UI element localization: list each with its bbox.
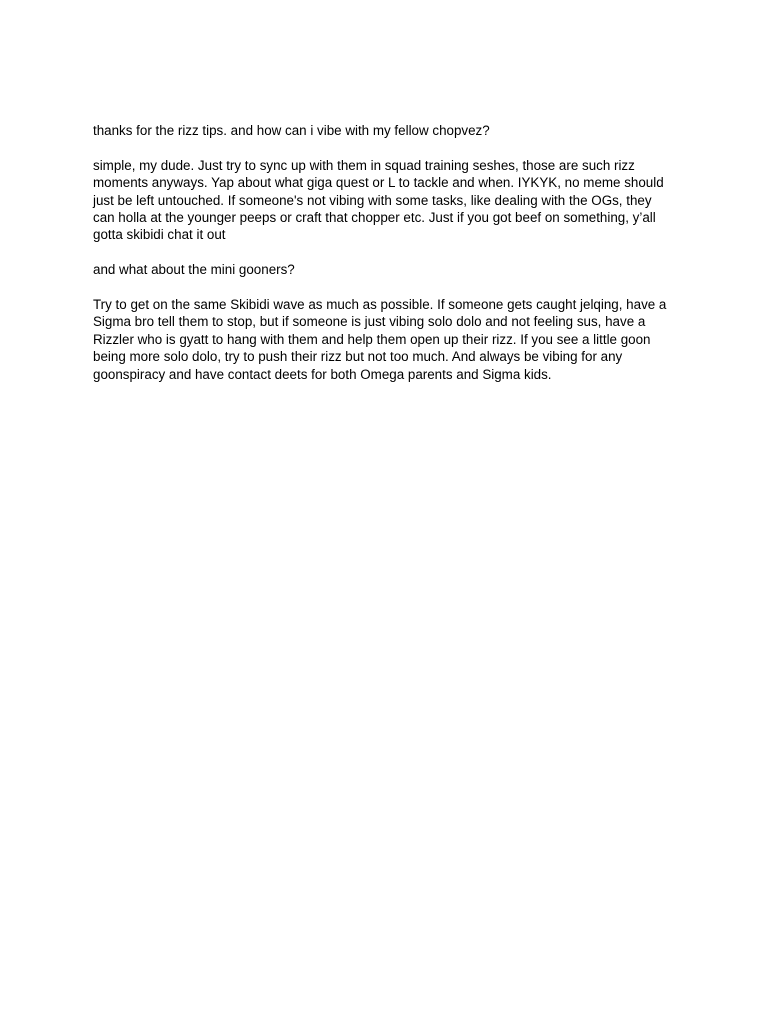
answer-paragraph-1: simple, my dude. Just try to sync up with them in squad training seshes, those are such rizz moments anyways. Yap about what giga quest or L to tackle and when. IYKYK, no meme should just be left untouched. If someone's not vibing with some tasks, like dealing with the OGs, they can holla at the younger peeps or craft that chopper etc. Just if you got beef on something, y’all gotta skibidi chat it out xyxy=(93,157,664,243)
question-paragraph-1: thanks for the rizz tips. and how can i vibe with my fellow chopvez? xyxy=(93,123,490,138)
question-paragraph-2: and what about the mini gooners? xyxy=(93,262,295,278)
document-body xyxy=(93,122,673,400)
answer-paragraph-2: Try to get on the same Skibidi wave as much as possible. If someone gets caught jelqing, have a Sigma bro tell them to stop, but if someone is just vibing solo dolo and not feeling sus, have a Rizzler who is gyatt to hang with them and help them open up their rizz. If you see a little goon being more solo dolo, try to push their rizz but not too much. And always be vibing for any goonspiracy and have contact deets for both Omega parents and Sigma kids. xyxy=(93,297,667,382)
